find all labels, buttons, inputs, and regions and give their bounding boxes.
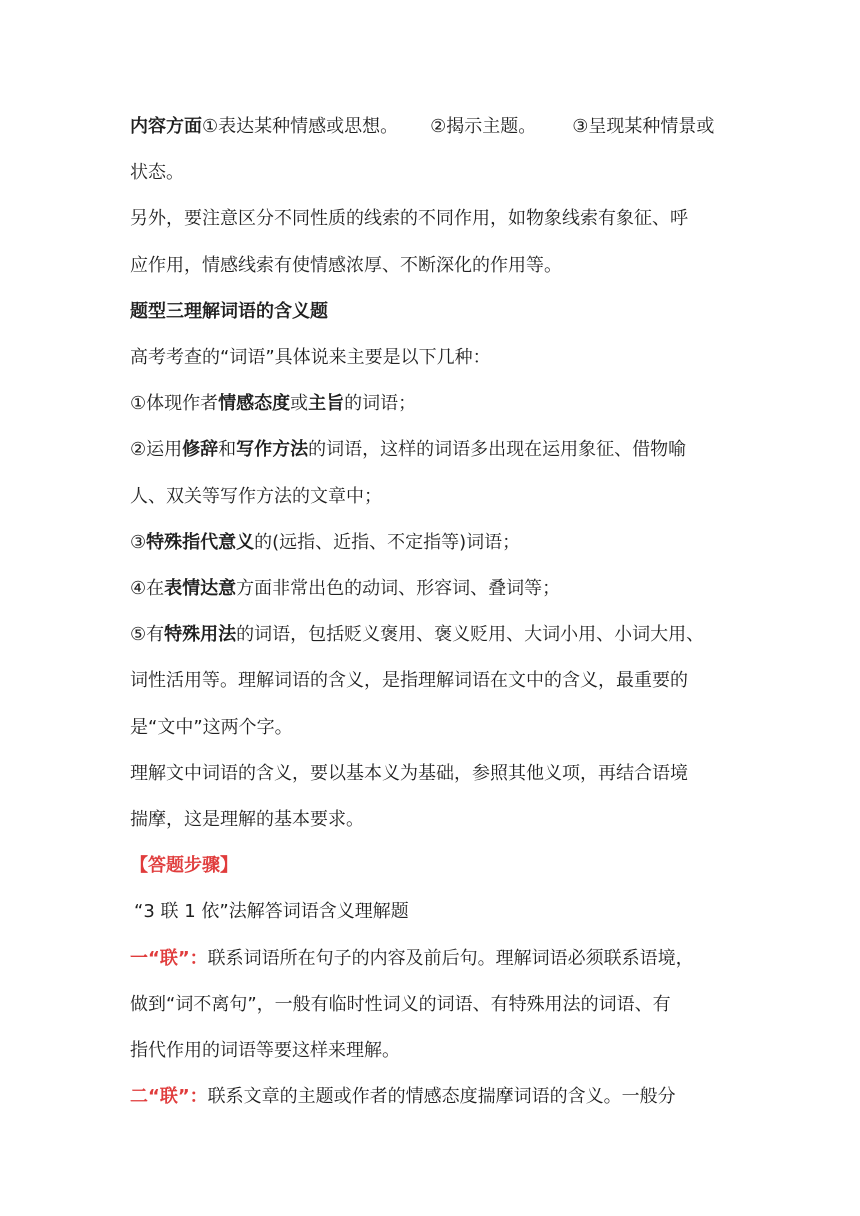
list-item-2-line2: 人、双关等写作方法的文章中；	[130, 485, 382, 507]
list-item-1	[130, 381, 730, 427]
method-title-text: “3 联 1 依”法解答词语含义理解题	[134, 901, 409, 923]
steps-heading: 【答题步骤】	[130, 855, 238, 877]
list-item-1-text-a: ①体现作者	[130, 393, 219, 415]
list-item-2-text-c: 的词语，这样的词语多出现在运用象征、借物喻	[308, 439, 687, 461]
list-item-5-line1	[130, 612, 730, 658]
list-item-4-keyword: 表情达意	[164, 578, 237, 600]
list-item-3-text-b: 的(远指、近指、不定指等)词语；	[254, 531, 521, 553]
list-item-2-keyword-b: 写作方法	[236, 439, 309, 461]
list-item-5-line2: 词性活用等。理解词语的含义，是指理解词语在文中的含义，最重要的	[130, 670, 688, 692]
link1-label: 一“联”：	[130, 947, 208, 969]
document-body	[130, 104, 730, 1120]
type3-heading: 题型三理解词语的含义题	[130, 300, 328, 322]
list-item-2-text-a: ②运用	[130, 439, 183, 461]
content-aspect-item1: ①表达某种情感或思想。	[202, 116, 399, 137]
link1-line2: 做到“词不离句”，一般有临时性词义的词语、有特殊用法的词语、有	[130, 993, 671, 1015]
list-item-1-keyword-b: 主旨	[308, 393, 345, 415]
clue-note-line1: 另外，要注意区分不同性质的线索的不同作用，如物象线索有象征、呼	[130, 208, 688, 230]
link2-label: 二“联”：	[130, 1086, 208, 1108]
link1-line1	[130, 936, 730, 982]
link1-text: 联系词语所在句子的内容及前后句。理解词语必须联系语境，	[207, 947, 694, 969]
list-item-4-text-b: 方面非常出色的动词、形容词、叠词等；	[236, 578, 561, 600]
link2-text: 联系文章的主题或作者的情感态度揣摩词语的含义。一般分	[207, 1086, 676, 1108]
content-aspect-label: 内容方面	[130, 116, 202, 137]
list-item-4-text-a: ④在	[130, 578, 165, 600]
list-item-5-text-b: 的词语，包括贬义褒用、褒义贬用、大词小用、小词大用、	[236, 624, 705, 646]
list-item-3-text-a: ③	[130, 531, 147, 553]
content-aspect-line1	[130, 104, 730, 150]
list-item-1-keyword-a: 情感态度	[218, 393, 291, 415]
list-item-5-line3: 是“文中”这两个字。	[130, 716, 293, 738]
link2-line1	[130, 1074, 730, 1120]
content-aspect-item3: ③呈现某种情景或	[572, 116, 715, 137]
list-item-2-text-b: 和	[218, 439, 237, 461]
list-item-1-text-c: 的词语；	[344, 393, 417, 415]
list-item-5-text-a: ⑤有	[130, 624, 165, 646]
intro-line: 高考考查的“词语”具体说来主要是以下几种：	[130, 347, 491, 369]
content-aspect-item2: ②揭示主题。	[430, 116, 537, 137]
content-aspect-line2: 状态。	[130, 162, 184, 184]
list-item-2-line1	[130, 427, 730, 473]
list-item-2-keyword-a: 修辞	[182, 439, 219, 461]
list-item-4	[130, 566, 730, 612]
list-item-5-keyword: 特殊用法	[164, 624, 237, 646]
method-title	[130, 889, 730, 935]
understand-line2: 揣摩，这是理解的基本要求。	[130, 809, 364, 831]
list-item-1-text-b: 或	[290, 393, 309, 415]
link1-line3: 指代作用的词语等要这样来理解。	[130, 1040, 400, 1062]
understand-line1: 理解文中词语的含义，要以基本义为基础，参照其他义项，再结合语境	[130, 762, 688, 784]
list-item-3	[130, 520, 730, 566]
list-item-3-keyword: 特殊指代意义	[146, 531, 255, 553]
clue-note-line2: 应作用，情感线索有使情感浓厚、不断深化的作用等。	[130, 254, 562, 276]
